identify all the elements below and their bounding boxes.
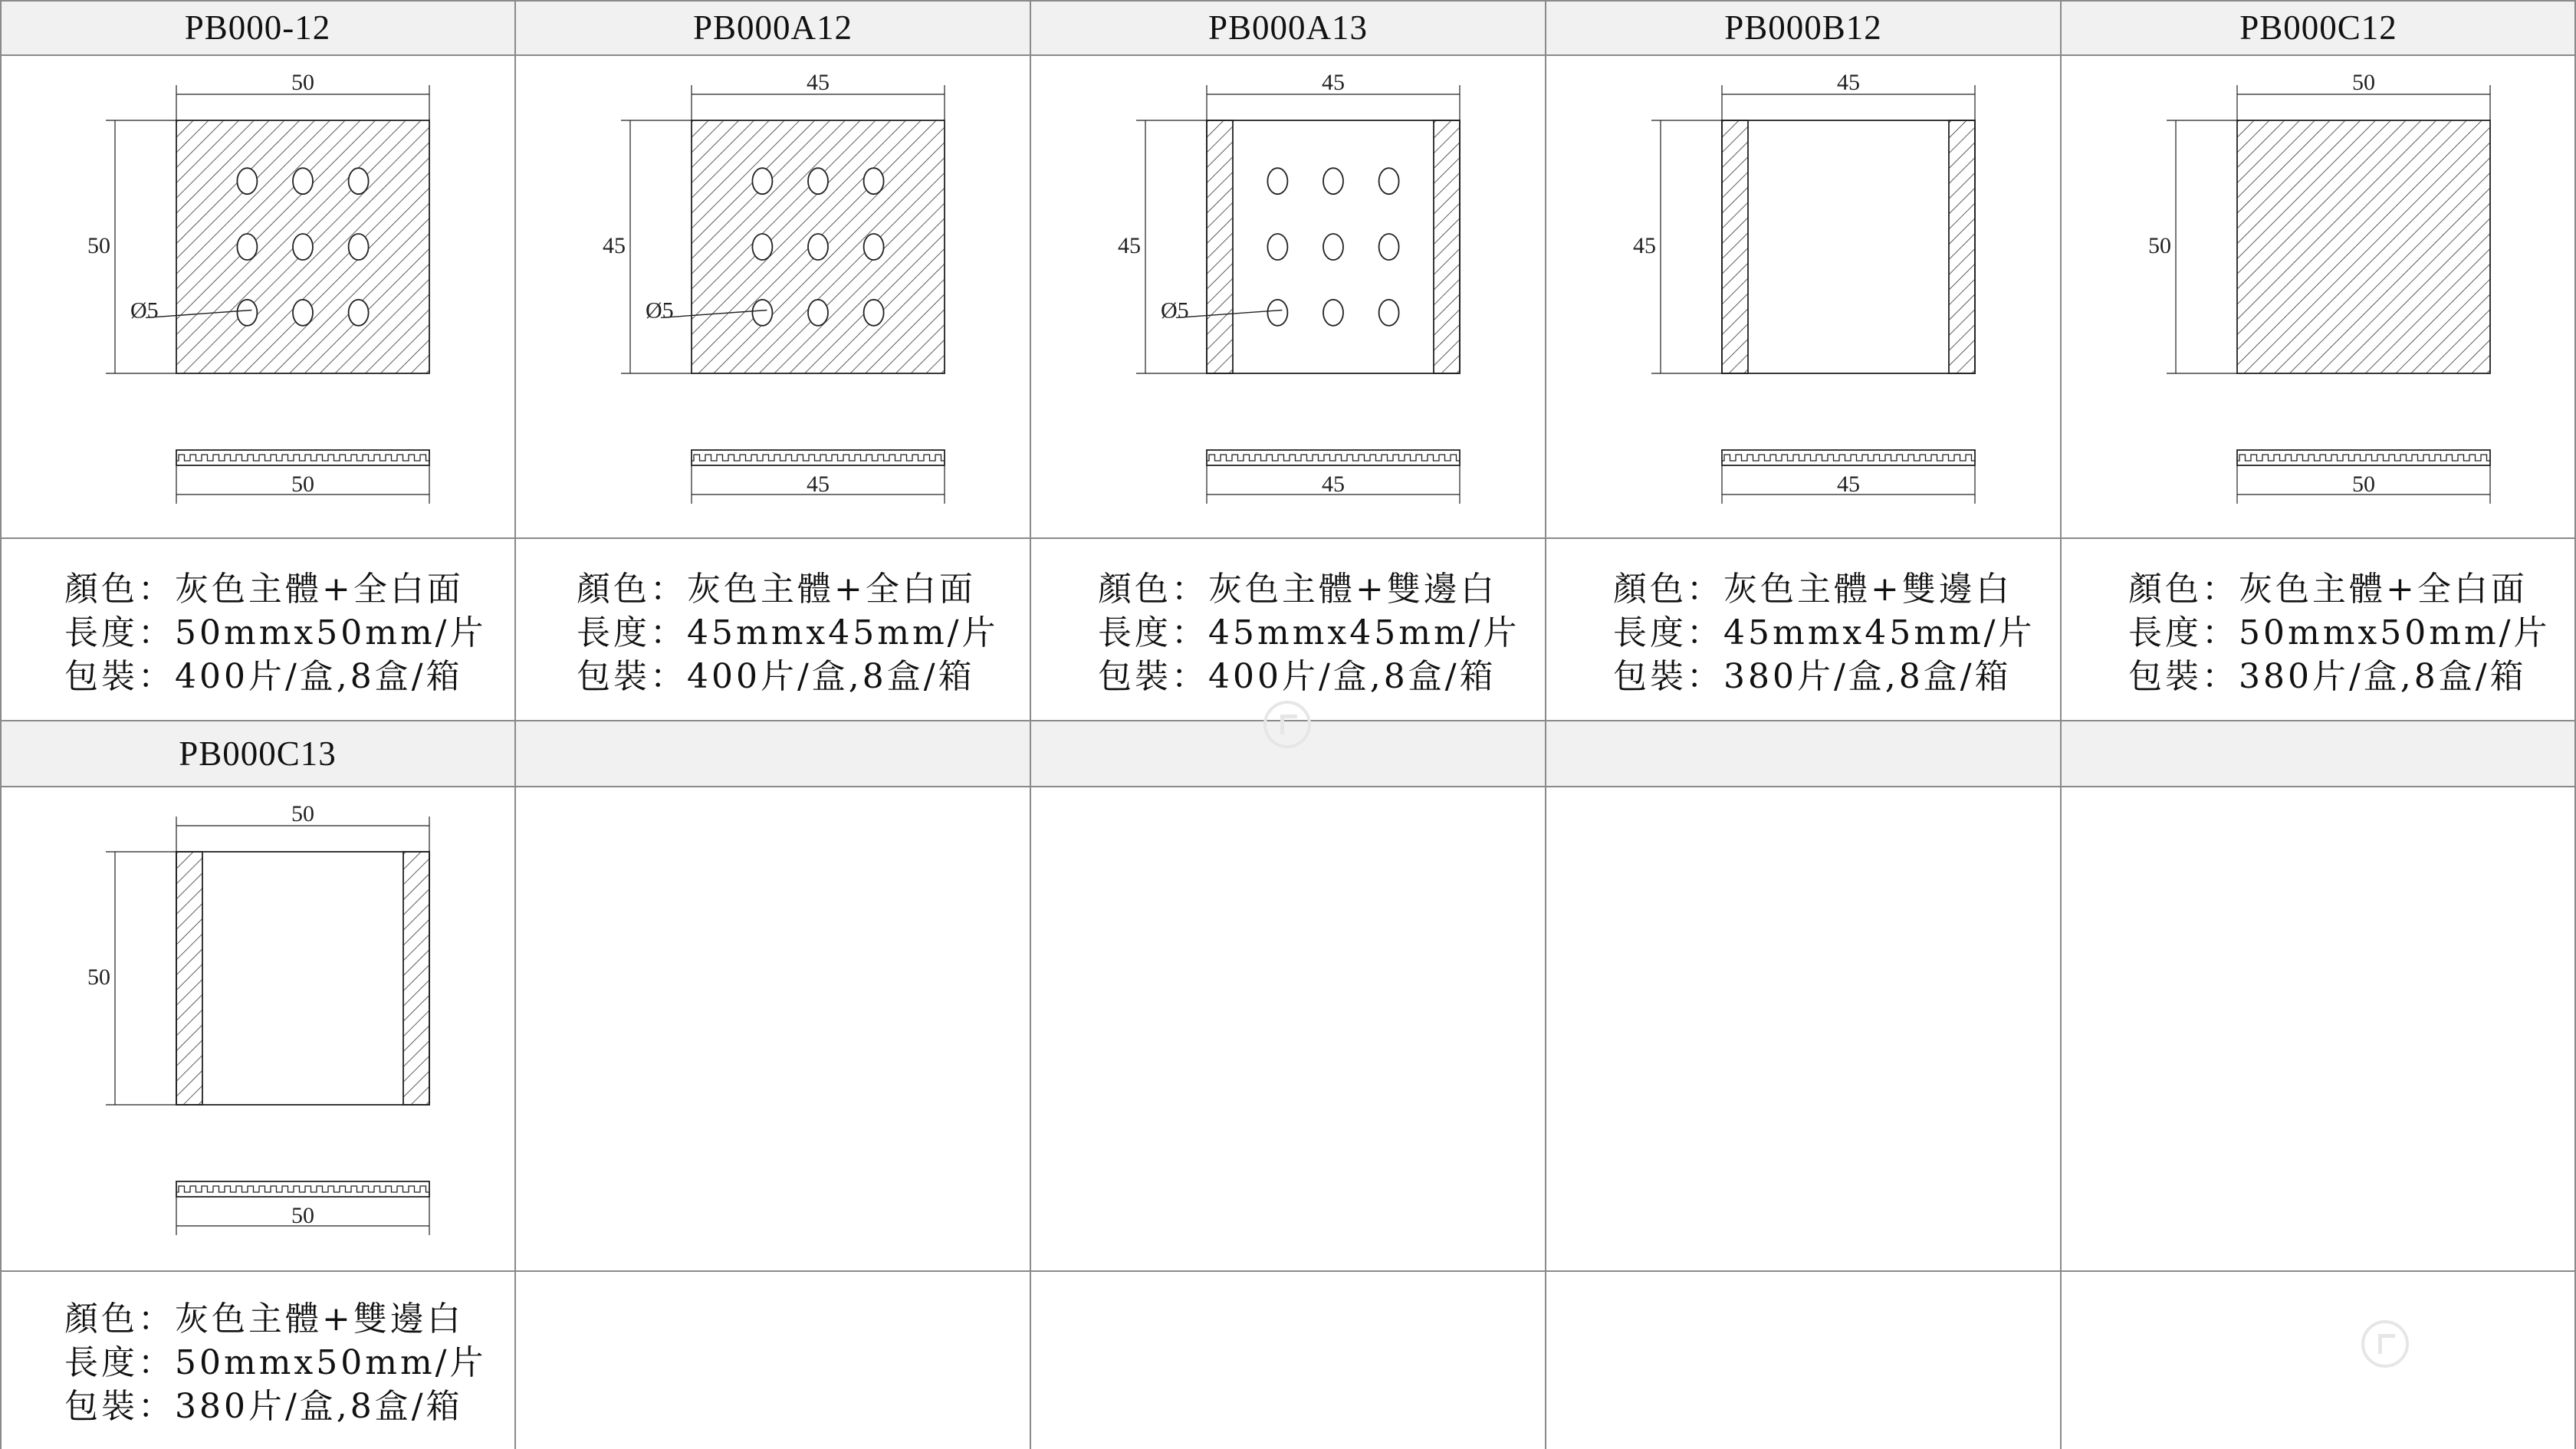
hole — [1267, 168, 1287, 194]
plate-side-strip — [1949, 120, 1975, 373]
product-drawing — [0, 55, 515, 538]
product-drawing — [0, 787, 515, 1271]
spec-length: 長度：50mmx50mm/片 — [64, 1343, 487, 1382]
plate-face — [2237, 120, 2490, 373]
hole — [1267, 300, 1287, 326]
plate-face — [1722, 120, 1975, 373]
hole-diameter-label: Ø5 — [130, 297, 159, 324]
empty-header — [1546, 721, 2061, 787]
spec-color: 顏色：灰色主體+雙邊白 — [1098, 570, 1497, 609]
spec-length: 長度：45mmx45mm/片 — [1098, 613, 1520, 652]
height-dimension-label: 50 — [87, 233, 110, 258]
plate-face — [176, 852, 429, 1105]
product-code: PB000C12 — [2239, 8, 2397, 47]
grid-line — [514, 0, 516, 1449]
hole — [237, 168, 257, 194]
spec-color: 顏色：灰色主體+雙邊白 — [1613, 570, 2013, 609]
hole — [752, 168, 772, 194]
spec-packaging: 包裝：400片/盒,8盒/箱 — [64, 657, 463, 696]
empty-header — [2061, 721, 2576, 787]
product-code: PB000A13 — [1208, 8, 1368, 47]
product-drawing — [1546, 55, 2061, 538]
product-spec-block — [2061, 538, 2576, 721]
product-technical-drawing — [1030, 55, 1546, 538]
height-dimension-label: 45 — [603, 233, 626, 258]
spec-packaging: 包裝：400片/盒,8盒/箱 — [577, 657, 975, 696]
width-dimension-label: 45 — [1837, 70, 1860, 95]
product-technical-drawing — [515, 55, 1030, 538]
hole — [1323, 300, 1343, 326]
hole — [349, 300, 369, 326]
hole — [864, 168, 884, 194]
grid-line — [1545, 0, 1546, 1449]
hole — [1379, 168, 1399, 194]
width-dimension-label: 45 — [807, 70, 830, 95]
hole — [293, 234, 313, 260]
grid-line — [2060, 0, 2062, 1449]
height-dimension-label: 45 — [1118, 233, 1141, 258]
product-code: PB000-12 — [184, 8, 331, 47]
product-code: PB000C13 — [179, 734, 337, 773]
product-code-header — [515, 0, 1030, 55]
grid-line — [0, 1270, 2576, 1272]
product-drawing — [1030, 55, 1546, 538]
width-dimension-label: 50 — [291, 70, 314, 95]
product-spec-block — [515, 538, 1030, 721]
watermark-logo-icon — [1263, 701, 1311, 748]
spec-length: 長度：50mmx50mm/片 — [64, 613, 487, 652]
plate-side-strip — [1207, 120, 1233, 373]
hole — [1379, 300, 1399, 326]
plate-side-strip — [403, 852, 429, 1105]
spec-length: 長度：45mmx45mm/片 — [577, 613, 999, 652]
hole — [808, 300, 828, 326]
profile-width-label: 45 — [807, 472, 830, 497]
profile-width-label: 45 — [1322, 472, 1345, 497]
plate-side-strip — [1434, 120, 1460, 373]
hole — [293, 300, 313, 326]
product-technical-drawing — [1546, 55, 2061, 538]
width-dimension-label: 50 — [291, 801, 314, 826]
product-code-header — [0, 721, 515, 787]
hole — [1267, 234, 1287, 260]
grid-line — [1030, 0, 1031, 1449]
profile-width-label: 45 — [1837, 472, 1860, 497]
width-dimension-label: 50 — [2352, 70, 2375, 95]
product-code-header — [1546, 0, 2061, 55]
hole — [237, 300, 257, 326]
empty-header — [515, 721, 1030, 787]
profile-width-label: 50 — [2352, 472, 2375, 497]
spec-color: 顏色：灰色主體+全白面 — [64, 570, 464, 609]
product-technical-drawing — [2061, 55, 2576, 538]
spec-packaging: 包裝：380片/盒,8盒/箱 — [2128, 657, 2527, 696]
spec-color: 顏色：灰色主體+雙邊白 — [64, 1300, 464, 1339]
watermark-logo-icon — [2361, 1320, 2409, 1368]
spec-packaging: 包裝：380片/盒,8盒/箱 — [1613, 657, 2012, 696]
spec-color: 顏色：灰色主體+全白面 — [2128, 570, 2528, 609]
product-technical-drawing — [0, 55, 515, 538]
product-code: PB000A12 — [692, 8, 853, 47]
grid-line — [0, 537, 2576, 539]
product-code-header — [0, 0, 515, 55]
hole — [1323, 168, 1343, 194]
grid-line — [0, 54, 2576, 56]
hole — [237, 234, 257, 260]
plate-side-strip — [176, 852, 202, 1105]
hole — [808, 234, 828, 260]
hole-diameter-label: Ø5 — [646, 297, 674, 324]
spec-color: 顏色：灰色主體+全白面 — [577, 570, 976, 609]
spec-packaging: 包裝：400片/盒,8盒/箱 — [1098, 657, 1497, 696]
hole — [293, 168, 313, 194]
spec-length: 長度：50mmx50mm/片 — [2128, 613, 2551, 652]
product-code-header — [2061, 0, 2576, 55]
hole — [1379, 234, 1399, 260]
product-spec-block — [0, 1271, 515, 1449]
plate-side-strip — [1722, 120, 1748, 373]
grid-line — [0, 0, 2576, 2]
height-dimension-label: 50 — [2148, 233, 2171, 258]
spec-length: 長度：45mmx45mm/片 — [1613, 613, 2036, 652]
hole — [752, 300, 772, 326]
hole — [864, 300, 884, 326]
product-technical-drawing — [0, 787, 515, 1271]
product-code-header — [1030, 0, 1546, 55]
product-code: PB000B12 — [1724, 8, 1882, 47]
product-drawing — [515, 55, 1030, 538]
profile-width-label: 50 — [291, 472, 314, 497]
height-dimension-label: 45 — [1633, 233, 1656, 258]
product-spec-block — [1030, 538, 1546, 721]
product-spec-block — [0, 538, 515, 721]
grid-line — [0, 786, 2576, 787]
grid-line — [0, 0, 2, 1449]
height-dimension-label: 50 — [87, 964, 110, 990]
spec-packaging: 包裝：380片/盒,8盒/箱 — [64, 1387, 463, 1426]
hole — [1323, 234, 1343, 260]
hole — [864, 234, 884, 260]
width-dimension-label: 45 — [1322, 70, 1345, 95]
product-drawing — [2061, 55, 2576, 538]
hole — [808, 168, 828, 194]
profile-width-label: 50 — [291, 1203, 314, 1228]
hole — [752, 234, 772, 260]
hole-diameter-label: Ø5 — [1161, 297, 1189, 324]
hole — [349, 234, 369, 260]
hole — [349, 168, 369, 194]
product-spec-block — [1546, 538, 2061, 721]
